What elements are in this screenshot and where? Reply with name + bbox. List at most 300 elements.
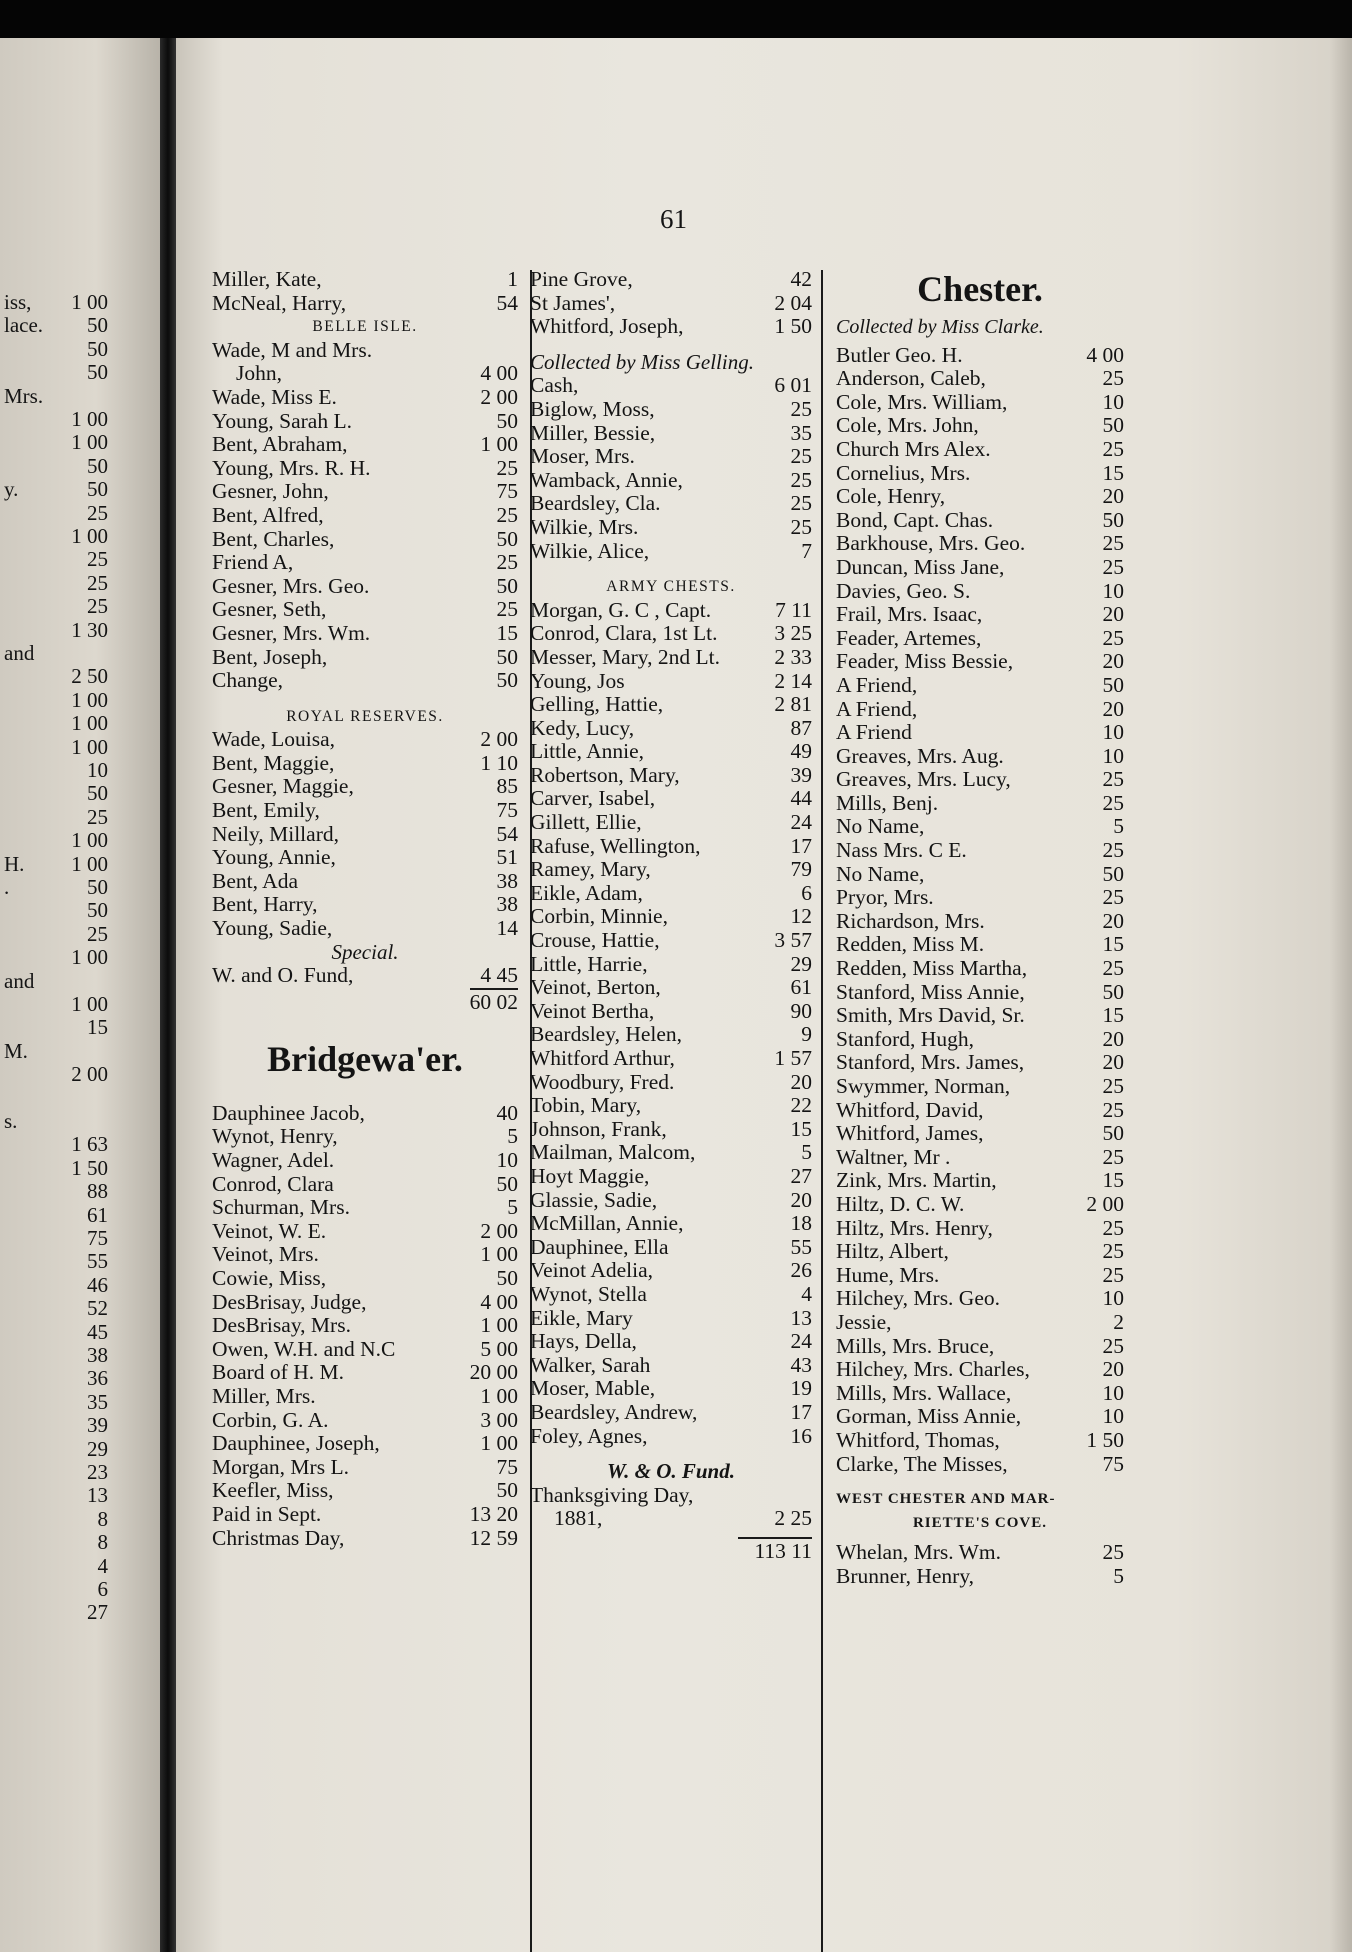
entry-name: Crouse, Hattie, — [530, 928, 660, 953]
entry-name: Moser, Mrs. — [530, 444, 635, 469]
fragment-amount: 36 — [87, 1366, 108, 1391]
entry-amount: 24 — [790, 810, 812, 835]
entry-amount: 50 — [1102, 413, 1124, 438]
list-item — [530, 787, 812, 811]
fund-heading: W. & O. Fund. — [607, 1459, 735, 1484]
list-item — [836, 792, 1124, 816]
entry-name: Gesner, John, — [212, 479, 329, 504]
entry-amount: 2 00 — [480, 1218, 518, 1243]
collected-by-gelling: Collected by Miss Gelling. — [530, 349, 754, 374]
entry-amount: 1 00 — [480, 432, 518, 457]
entry-name: Little, Annie, — [530, 739, 645, 764]
entry-amount: 1 57 — [774, 1046, 812, 1070]
entry-amount: 1 00 — [480, 1383, 518, 1408]
list-item — [212, 362, 518, 386]
list-item — [212, 1173, 518, 1197]
fragment-amount: 50 — [87, 313, 108, 338]
list-item — [212, 1102, 518, 1126]
entry-name: Wilkie, Alice, — [530, 538, 650, 563]
list-item — [212, 775, 518, 799]
entry-name: Whelan, Mrs. Wm. — [836, 1540, 1001, 1565]
entry-amount: 25 — [1102, 625, 1124, 650]
entry-name: Change, — [212, 668, 284, 693]
column-rule-2 — [821, 270, 823, 1952]
fragment-amount: 46 — [87, 1272, 108, 1297]
list-item — [212, 1125, 518, 1149]
entry-amount: 54 — [496, 290, 518, 315]
entry-name: Little, Harrie, — [530, 951, 648, 976]
entry-amount: 3 57 — [774, 928, 812, 953]
column-2 — [530, 268, 812, 1565]
entry-name: Frail, Mrs. Isaac, — [836, 602, 983, 627]
entry-amount: 50 — [496, 1265, 518, 1290]
entry-name: Redden, Miss M. — [836, 932, 985, 957]
west-chester-heading-2: RIETTE'S COVE. — [912, 1514, 1048, 1531]
list-item — [530, 1425, 812, 1449]
entry-name: McNeal, Harry, — [212, 290, 347, 315]
fragment-text: . — [4, 875, 10, 899]
entry-amount: 25 — [1102, 885, 1124, 910]
entry-name: Cornelius, Mrs. — [836, 460, 971, 485]
entry-amount: 25 — [1102, 1262, 1124, 1287]
list-item — [836, 1541, 1124, 1565]
list-item — [530, 622, 812, 646]
list-item — [530, 292, 812, 316]
entry-amount: 50 — [496, 408, 518, 433]
list-item — [836, 1146, 1124, 1170]
entry-amount: 1 50 — [774, 314, 812, 339]
fragment-text: and — [4, 968, 35, 993]
list-item — [212, 870, 518, 894]
book-gutter — [160, 38, 176, 1952]
entry-name: Zink, Mrs. Martin, — [836, 1168, 997, 1193]
entry-name: DesBrisay, Judge, — [212, 1289, 367, 1314]
entry-amount: 43 — [790, 1352, 812, 1377]
total-amount: 60 02 — [469, 989, 518, 1014]
entry-name: No Name, — [836, 861, 925, 886]
list-item — [530, 1401, 812, 1425]
fragment-amount: 52 — [87, 1296, 108, 1321]
fragment-amount: 75 — [87, 1226, 108, 1250]
list-item — [530, 599, 812, 623]
fragment-amount: 50 — [87, 453, 108, 478]
entry-amount: 10 — [1102, 1380, 1124, 1405]
entry-name: Carver, Isabel, — [530, 786, 656, 811]
entry-name: Butler Geo. H. — [836, 342, 963, 367]
list-item — [212, 1527, 518, 1551]
entry-amount: 75 — [496, 1454, 518, 1479]
entry-name: St James', — [530, 290, 616, 315]
fragment-amount: 1 00 — [71, 407, 108, 431]
entry-name: Wade, Louisa, — [212, 727, 336, 752]
fragment-amount: 27 — [87, 1600, 108, 1625]
entry-amount: 90 — [790, 998, 812, 1023]
entry-name: Gesner, Mrs. Wm. — [212, 620, 371, 645]
entry-name: Greaves, Mrs. Aug. — [836, 743, 1004, 768]
list-item — [836, 485, 1124, 509]
list-item — [212, 1314, 518, 1338]
entry-amount: 20 — [1102, 649, 1124, 674]
entry-amount: 50 — [496, 668, 518, 693]
list-item — [836, 1453, 1124, 1477]
list-item — [530, 268, 812, 292]
list-item — [530, 1236, 812, 1260]
list-item — [530, 929, 812, 953]
fragment-amount: 1 00 — [71, 734, 108, 759]
list-item — [212, 1361, 518, 1385]
entry-name: Morgan, Mrs L. — [212, 1454, 349, 1479]
entry-amount: 1 00 — [480, 1313, 518, 1338]
list-item — [530, 1212, 812, 1236]
entry-name: Mailman, Malcom, — [530, 1140, 696, 1165]
entry-amount: 42 — [790, 267, 812, 291]
entry-amount: 15 — [1102, 1168, 1124, 1193]
entry-name: Pryor, Mrs. — [836, 885, 934, 910]
entry-name: Cole, Mrs. William, — [836, 389, 1008, 414]
entry-name: Brunner, Henry, — [836, 1563, 975, 1588]
list-item — [212, 917, 518, 941]
fragment-amount: 55 — [87, 1249, 108, 1274]
list-item — [836, 1565, 1124, 1589]
entry-amount: 4 00 — [480, 361, 518, 386]
fragment-amount: 8 — [97, 1506, 108, 1531]
list-item — [530, 740, 812, 764]
list-item — [530, 1141, 812, 1165]
list-item — [530, 670, 812, 694]
fragment-amount: 50 — [87, 336, 108, 361]
entry-name: Beardsley, Helen, — [530, 1022, 683, 1047]
entry-name: Wilkie, Mrs. — [530, 514, 639, 539]
fragment-amount: 1 00 — [71, 711, 108, 736]
entry-amount: 25 — [1102, 1215, 1124, 1240]
entry-amount: 26 — [790, 1258, 812, 1283]
entry-amount: 75 — [496, 479, 518, 504]
fragment-amount: 29 — [87, 1436, 108, 1461]
entry-amount: 10 — [1102, 720, 1124, 745]
entry-amount: 4 00 — [480, 1289, 518, 1314]
entry-name: A Friend, — [836, 696, 918, 721]
entry-amount: 75 — [1102, 1451, 1124, 1476]
list-item — [212, 1385, 518, 1409]
entry-name: Young, Sadie, — [212, 916, 333, 941]
list-item — [836, 886, 1124, 910]
entry-name: Christmas Day, — [212, 1525, 345, 1550]
entry-amount: 4 45 — [480, 963, 518, 988]
fragment-amount: 50 — [87, 875, 108, 899]
entry-name: Beardsley, Cla. — [530, 491, 661, 516]
entry-amount: 19 — [790, 1376, 812, 1401]
entry-name: Hume, Mrs. — [836, 1262, 940, 1287]
entry-name: Thanksgiving Day, — [530, 1482, 694, 1507]
list-item — [530, 811, 812, 835]
entry-amount: 6 01 — [774, 373, 812, 398]
entry-amount: 4 — [801, 1281, 812, 1306]
list-item — [212, 964, 518, 988]
entry-name: Whitford, Joseph, — [530, 314, 684, 339]
list-item — [530, 717, 812, 741]
entry-amount: 7 — [801, 538, 812, 563]
entry-amount: 25 — [496, 550, 518, 575]
list-item — [212, 728, 518, 752]
entry-amount: 75 — [496, 798, 518, 823]
list-item — [836, 1429, 1124, 1453]
entry-amount: 50 — [496, 644, 518, 669]
entry-name: Miller, Bessie, — [530, 420, 656, 445]
list-item — [530, 1165, 812, 1189]
entry-name: Glassie, Sadie, — [530, 1187, 658, 1212]
fragment-amount: 1 00 — [71, 992, 108, 1016]
list-item — [836, 1075, 1124, 1099]
entry-amount: 12 59 — [469, 1525, 518, 1550]
entry-amount: 10 — [1102, 1404, 1124, 1429]
entry-name: Whitford Arthur, — [530, 1046, 675, 1070]
list-item — [212, 893, 518, 917]
entry-name: Miller, Mrs. — [212, 1383, 316, 1408]
entry-amount: 25 — [1102, 838, 1124, 863]
page-number: 61 — [660, 204, 687, 234]
total-amount: 113 11 — [754, 1538, 812, 1563]
entry-name: Hiltz, Mrs. Henry, — [836, 1215, 993, 1240]
entry-name: Dauphinee, Joseph, — [212, 1431, 380, 1456]
list-item — [530, 1330, 812, 1354]
fragment-text: iss, — [4, 290, 32, 314]
entry-name: Cole, Henry, — [836, 484, 946, 509]
west-chester-heading-1: WEST CHESTER AND MAR- — [836, 1491, 1056, 1508]
entry-amount: 22 — [790, 1093, 812, 1118]
entry-amount: 20 — [1102, 1357, 1124, 1382]
list-item — [212, 1456, 518, 1480]
entry-name: Greaves, Mrs. Lucy, — [836, 767, 1011, 792]
list-item — [836, 1405, 1124, 1429]
entry-name: Wade, Miss E. — [212, 384, 337, 409]
entry-name: Cash, — [530, 373, 579, 398]
entry-name: Clarke, The Misses, — [836, 1451, 1008, 1476]
entry-name: Bent, Joseph, — [212, 644, 328, 669]
entry-amount: 38 — [496, 868, 518, 893]
fragment-amount: 50 — [87, 898, 108, 923]
list-item — [530, 1071, 812, 1095]
list-item — [836, 1169, 1124, 1193]
list-item — [836, 367, 1124, 391]
entry-amount: 5 — [1113, 1563, 1124, 1588]
fragment-amount: 25 — [87, 594, 108, 619]
entry-name: Miller, Kate, — [212, 267, 322, 291]
entry-name: Redden, Miss Martha, — [836, 956, 1028, 981]
entry-name: No Name, — [836, 814, 925, 839]
list-item — [836, 863, 1124, 887]
entry-amount: 13 20 — [469, 1501, 518, 1526]
list-item — [836, 1358, 1124, 1382]
entry-amount: 10 — [1102, 743, 1124, 768]
entry-amount: 51 — [496, 845, 518, 870]
list-item — [836, 839, 1124, 863]
entry-amount: 20 — [1102, 484, 1124, 509]
fragment-amount: 1 00 — [71, 524, 108, 548]
entry-amount: 17 — [790, 1399, 812, 1424]
entry-amount: 1 — [507, 267, 518, 291]
list-item — [212, 433, 518, 457]
list-item — [212, 268, 518, 292]
list-item — [530, 693, 812, 717]
entry-name: Gesner, Seth, — [212, 597, 327, 622]
entry-name: Nass Mrs. C E. — [836, 838, 967, 863]
list-item — [530, 315, 812, 339]
fragment-amount: 6 — [97, 1577, 108, 1601]
entry-name: Eikle, Mary — [530, 1305, 633, 1330]
fragment-amount: 1 00 — [71, 851, 108, 876]
entry-amount: 10 — [1102, 1286, 1124, 1311]
entry-name: Hilchey, Mrs. Geo. — [836, 1286, 1001, 1311]
fragment-amount: 50 — [87, 477, 108, 502]
entry-name: W. and O. Fund, — [212, 963, 354, 988]
entry-amount: 27 — [790, 1163, 812, 1188]
list-item — [530, 1118, 812, 1142]
entry-amount: 25 — [1102, 366, 1124, 391]
entry-name: Young, Mrs. R. H. — [212, 455, 371, 480]
entry-name: Pine Grove, — [530, 267, 633, 291]
entry-name: Wagner, Adel. — [212, 1148, 335, 1172]
entry-name: Jessie, — [836, 1309, 892, 1334]
entry-amount: 79 — [790, 857, 812, 882]
fragment-amount: 35 — [87, 1389, 108, 1414]
entry-name: Wamback, Annie, — [530, 467, 683, 492]
entry-amount: 25 — [1102, 1333, 1124, 1358]
list-item — [530, 1484, 812, 1508]
list-item — [212, 846, 518, 870]
entry-amount: 2 00 — [480, 384, 518, 409]
fragment-amount: 45 — [87, 1319, 108, 1344]
list-item — [836, 1004, 1124, 1028]
entry-name: Bent, Alfred, — [212, 502, 324, 527]
list-item — [212, 752, 518, 776]
entry-amount: 85 — [496, 774, 518, 799]
list-item — [530, 1259, 812, 1283]
entry-name: Bent, Harry, — [212, 892, 318, 917]
entry-name: Hilchey, Mrs. Charles, — [836, 1357, 1030, 1382]
list-item — [212, 575, 518, 599]
column-total — [212, 988, 518, 1016]
entry-amount: 35 — [790, 420, 812, 445]
list-item — [212, 823, 518, 847]
entry-amount: 25 — [790, 396, 812, 421]
fragment-amount: 4 — [97, 1553, 108, 1578]
entry-name: Bond, Capt. Chas. — [836, 507, 994, 532]
list-item — [212, 799, 518, 823]
list-item — [836, 344, 1124, 368]
entry-amount: 25 — [1102, 767, 1124, 792]
list-item — [836, 650, 1124, 674]
list-item — [836, 1264, 1124, 1288]
entry-amount: 25 — [496, 597, 518, 622]
entry-amount: 20 — [1102, 1026, 1124, 1051]
entry-name: Gillett, Ellie, — [530, 810, 642, 835]
entry-amount: 25 — [1102, 1097, 1124, 1122]
entry-name: Hiltz, D. C. W. — [836, 1191, 965, 1216]
fragment-amount: 25 — [87, 570, 108, 595]
fragment-amount: 1 00 — [71, 945, 108, 970]
fragment-amount: 1 00 — [71, 430, 108, 455]
entry-name: Conrod, Clara, 1st Lt. — [530, 621, 718, 646]
entry-amount: 20 — [1102, 908, 1124, 933]
list-item — [212, 1220, 518, 1244]
bridgewater-heading: Bridgewa'er. — [267, 1038, 463, 1079]
list-item — [530, 1283, 812, 1307]
entry-amount: 1 50 — [1086, 1427, 1124, 1452]
entry-name: Schurman, Mrs. — [212, 1195, 350, 1220]
entry-name: A Friend — [836, 720, 912, 745]
entry-amount: 25 — [1102, 1540, 1124, 1565]
entry-amount: 2 81 — [774, 692, 812, 717]
entry-name: Gorman, Miss Annie, — [836, 1404, 1022, 1429]
fragment-amount: 38 — [87, 1343, 108, 1367]
entry-amount: 17 — [790, 833, 812, 858]
entry-name: Eikle, Adam, — [530, 880, 643, 905]
entry-name: Hiltz, Albert, — [836, 1239, 949, 1264]
entry-amount: 25 — [1102, 436, 1124, 461]
entry-amount: 15 — [1102, 460, 1124, 485]
list-item — [212, 1432, 518, 1456]
entry-name: Bent, Abraham, — [212, 432, 348, 457]
list-item — [212, 646, 518, 670]
entry-name: Dauphinee, Ella — [530, 1234, 669, 1259]
entry-amount: 61 — [790, 975, 812, 1000]
entry-name: Bent, Ada — [212, 868, 298, 893]
entry-amount: 25 — [496, 455, 518, 480]
fragment-text: Mrs. — [4, 383, 44, 408]
list-item — [212, 1149, 518, 1173]
entry-name: Keefler, Miss, — [212, 1478, 334, 1503]
entry-amount: 2 14 — [774, 668, 812, 693]
entry-amount: 15 — [496, 620, 518, 645]
entry-name: Robertson, Mary, — [530, 762, 680, 787]
entry-name: Cole, Mrs. John, — [836, 413, 979, 438]
list-item — [212, 457, 518, 481]
entry-amount: 25 — [1102, 1239, 1124, 1264]
fragment-amount: 1 50 — [71, 1155, 108, 1180]
fragment-text: H. — [4, 851, 25, 876]
fragment-amount: 1 63 — [71, 1132, 108, 1157]
entry-amount: 2 04 — [774, 290, 812, 315]
entry-amount: 20 — [1102, 602, 1124, 627]
entry-amount: 13 — [790, 1305, 812, 1330]
list-item — [212, 1267, 518, 1291]
entry-amount: 5 00 — [480, 1336, 518, 1361]
entry-name: Morgan, G. C , Capt. — [530, 597, 712, 622]
special-label: Special. — [331, 939, 399, 964]
fragment-amount: 88 — [87, 1179, 108, 1204]
entry-name: Anderson, Caleb, — [836, 366, 986, 391]
list-item — [836, 438, 1124, 462]
entry-name: Rafuse, Wellington, — [530, 833, 701, 858]
list-item — [836, 509, 1124, 533]
entry-name: Owen, W.H. and N.C — [212, 1336, 396, 1361]
list-item — [530, 1094, 812, 1118]
entry-amount: 25 — [1102, 790, 1124, 815]
list-item — [212, 669, 518, 693]
entry-amount: 10 — [1102, 389, 1124, 414]
list-item — [530, 1307, 812, 1331]
fragment-amount: 61 — [87, 1202, 108, 1227]
entry-name: Feader, Artemes, — [836, 625, 982, 650]
entry-name: Moser, Mable, — [530, 1376, 656, 1401]
list-item — [836, 532, 1124, 556]
entry-name: Friend A, — [212, 550, 294, 575]
entry-amount: 2 33 — [774, 644, 812, 669]
entry-name: Dauphinee Jacob, — [212, 1100, 365, 1125]
entry-name: A Friend, — [836, 672, 918, 697]
entry-amount: 50 — [1102, 1121, 1124, 1146]
fragment-amount: 39 — [87, 1413, 108, 1438]
